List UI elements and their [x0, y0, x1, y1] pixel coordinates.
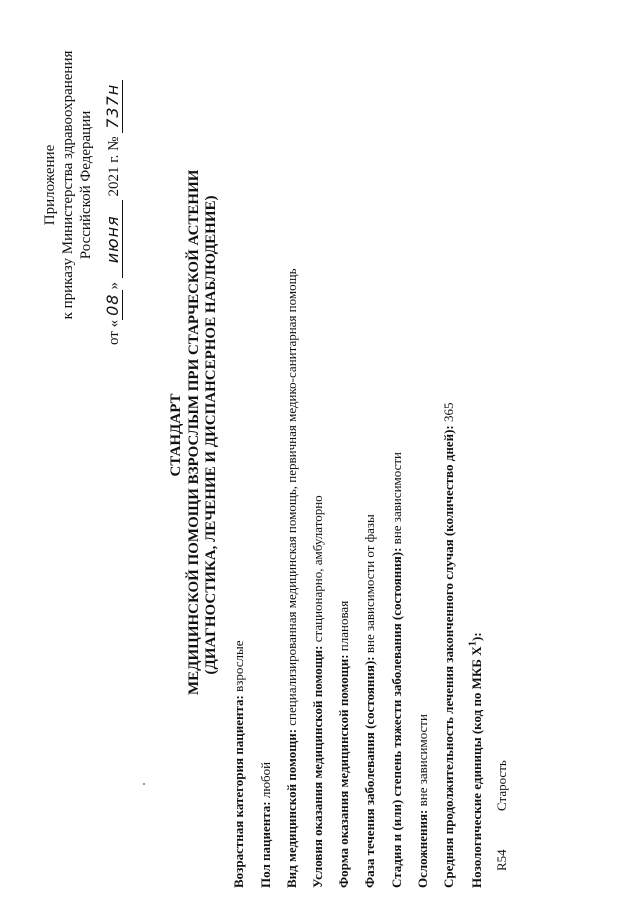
- appendix-title: Приложение: [42, 144, 58, 226]
- date-mid: »: [106, 282, 122, 290]
- standard-subtitle: МЕДИЦИНСКОЙ ПОМОЩИ ВЗРОСЛЫМ ПРИ СТАРЧЕСКОЙ АСТЕНИИ: [186, 169, 202, 695]
- field-phase: Фаза течения заболевания (состояния): вне зависимости от фазы: [362, 514, 377, 888]
- field-nosology: Нозологические единицы (код по МКБ $X^1$):: [467, 632, 485, 888]
- scan-dot: [143, 783, 145, 785]
- field-stage: Стадия и (или) степень тяжести заболевания (состояния): вне зависимости: [389, 452, 404, 888]
- field-duration: Средняя продолжительность лечения законченного случая (количество дней): 365: [441, 402, 456, 888]
- date-day: 08: [103, 290, 123, 320]
- date-year: 2021 г. №: [106, 136, 122, 197]
- field-age: Возрастная категория пациента: взрослые: [231, 640, 246, 888]
- appendix-date-line: [103, 80, 123, 345]
- field-conditions: Условия оказания медицинской помощи: стационарно, амбулаторно: [310, 495, 325, 888]
- field-form: Форма оказания медицинской помощи: плановая: [336, 600, 351, 888]
- standard-scope: (ДИАГНОСТИКА, ЛЕЧЕНИЕ И ДИСПАНСЕРНОЕ НАБЛЮДЕНИЕ): [203, 195, 219, 675]
- field-care-type: Вид медицинской помощи: специализированная медицинская помощь, первичная медико-санитарная помощь: [284, 268, 299, 888]
- appendix-order-line: к приказу Министерства здравоохранения: [60, 50, 76, 320]
- field-complications: Осложнения: вне зависимости: [415, 714, 430, 888]
- icd-code: R54: [494, 849, 509, 871]
- date-month: июня: [103, 200, 123, 278]
- date-prefix: от «: [106, 319, 122, 345]
- icd-name: Старость: [494, 760, 509, 811]
- order-number: 737н: [103, 80, 123, 133]
- field-sex: Пол пациента: любой: [258, 761, 273, 888]
- standard-title: СТАНДАРТ: [168, 393, 184, 477]
- appendix-country-line: Российской Федерации: [78, 110, 94, 260]
